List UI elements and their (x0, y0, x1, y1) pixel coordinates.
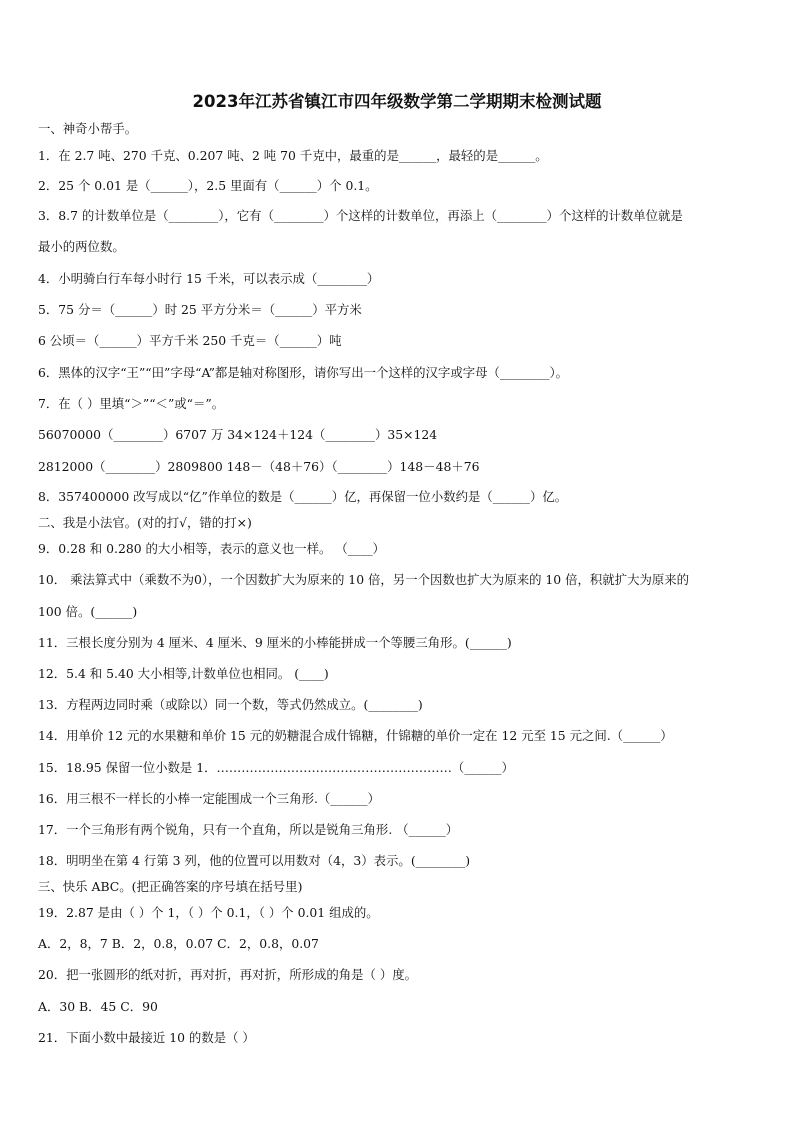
section-heading-1: 一、神奇小帮手。 (38, 121, 138, 136)
question-18: 18．明明坐在第 4 行第 3 列，他的位置可以用数对（4，3）表示。(________) (38, 853, 471, 868)
question-1: 1．在 2.7 吨、270 千克、0.207 吨、2 吨 70 千克中，最重的是______，最轻的是______。 (38, 148, 548, 163)
question-21: 21．下面小数中最接近 10 的数是（ ） (38, 1030, 255, 1045)
question-16: 16．用三根不一样长的小棒一定能围成一个三角形.（______） (38, 791, 380, 806)
question-7: 7．在（ ）里填“＞”“＜”或“＝”。 (38, 396, 225, 411)
question-20-options: A．30 B．45 C．90 (38, 999, 158, 1014)
question-8: 8．357400000 改写成以“亿”作单位的数是（______）亿，再保留一位小数约是（______）亿。 (38, 489, 568, 504)
question-3: 3．8.7 的计数单位是（________），它有（________）个这样的计数单位，再添上（________）个这样的计数单位就是 (38, 208, 683, 223)
question-20: 20．把一张圆形的纸对折，再对折，再对折，所形成的角是（ ）度。 (38, 967, 418, 982)
question-10-continued: 100 倍。(______) (38, 604, 138, 619)
question-3-continued: 最小的两位数。 (38, 239, 125, 254)
question-19-options: A．2，8，7 B．2，0.8，0.07 C．2，0.8，0.07 (38, 936, 319, 951)
question-19: 19．2.87 是由（ ）个 1，（ ）个 0.1，（ ）个 0.01 组成的。 (38, 905, 379, 920)
question-4: 4．小明骑白行车每小时行 15 千米，可以表示成（________） (38, 271, 380, 286)
question-5-part-2: 6 公顷＝（______）平方千米 250 千克＝（______）吨 (38, 333, 342, 348)
section-heading-2: 二、我是小法官。(对的打√，错的打×) (38, 515, 252, 530)
question-15: 15．18.95 保留一位小数是 1．…………………………………………………（______） (38, 760, 514, 775)
question-5-part-1: 5．75 分＝（______）时 25 平方分米＝（______）平方米 (38, 302, 362, 317)
question-11: 11．三根长度分别为 4 厘米、4 厘米、9 厘米的小棒能拼成一个等腰三角形。(______) (38, 635, 512, 650)
question-7-row-2: 2812000（________）2809800 148－（48＋76）（________）148－48＋76 (38, 459, 480, 474)
question-6: 6．黑体的汉字“王”“田”字母“A”都是轴对称图形，请你写出一个这样的汉字或字母（________）。 (38, 365, 569, 380)
question-10: 10． 乘法算式中（乘数不为0），一个因数扩大为原来的 10 倍，另一个因数也扩大为原来的 10 倍，积就扩大为原来的 (38, 572, 690, 587)
question-2: 2．25 个 0.01 是（______），2.5 里面有（______）个 0.1。 (38, 178, 378, 193)
question-13: 13．方程两边同时乘（或除以）同一个数，等式仍然成立。(________) (38, 697, 423, 712)
section-heading-3: 三、快乐 ABC。(把正确答案的序号填在括号里) (38, 879, 303, 894)
page-title: 2023年江苏省镇江市四年级数学第二学期期末检测试题 (192, 92, 602, 111)
question-12: 12．5.4 和 5.40 大小相等,计数单位也相同。 (____) (38, 666, 329, 681)
question-9: 9．0.28 和 0.280 的大小相等，表示的意义也一样。 （____） (38, 541, 385, 556)
question-7-row-1: 56070000（________）6707 万 34×124＋124（________）35×124 (38, 427, 438, 442)
question-14: 14．用单价 12 元的水果糖和单价 15 元的奶糖混合成什锦糖，什锦糖的单价一定在 12 元至 15 元之间.（______） (38, 728, 673, 743)
question-17: 17．一个三角形有两个锐角，只有一个直角，所以是锐角三角形. （______） (38, 822, 459, 837)
